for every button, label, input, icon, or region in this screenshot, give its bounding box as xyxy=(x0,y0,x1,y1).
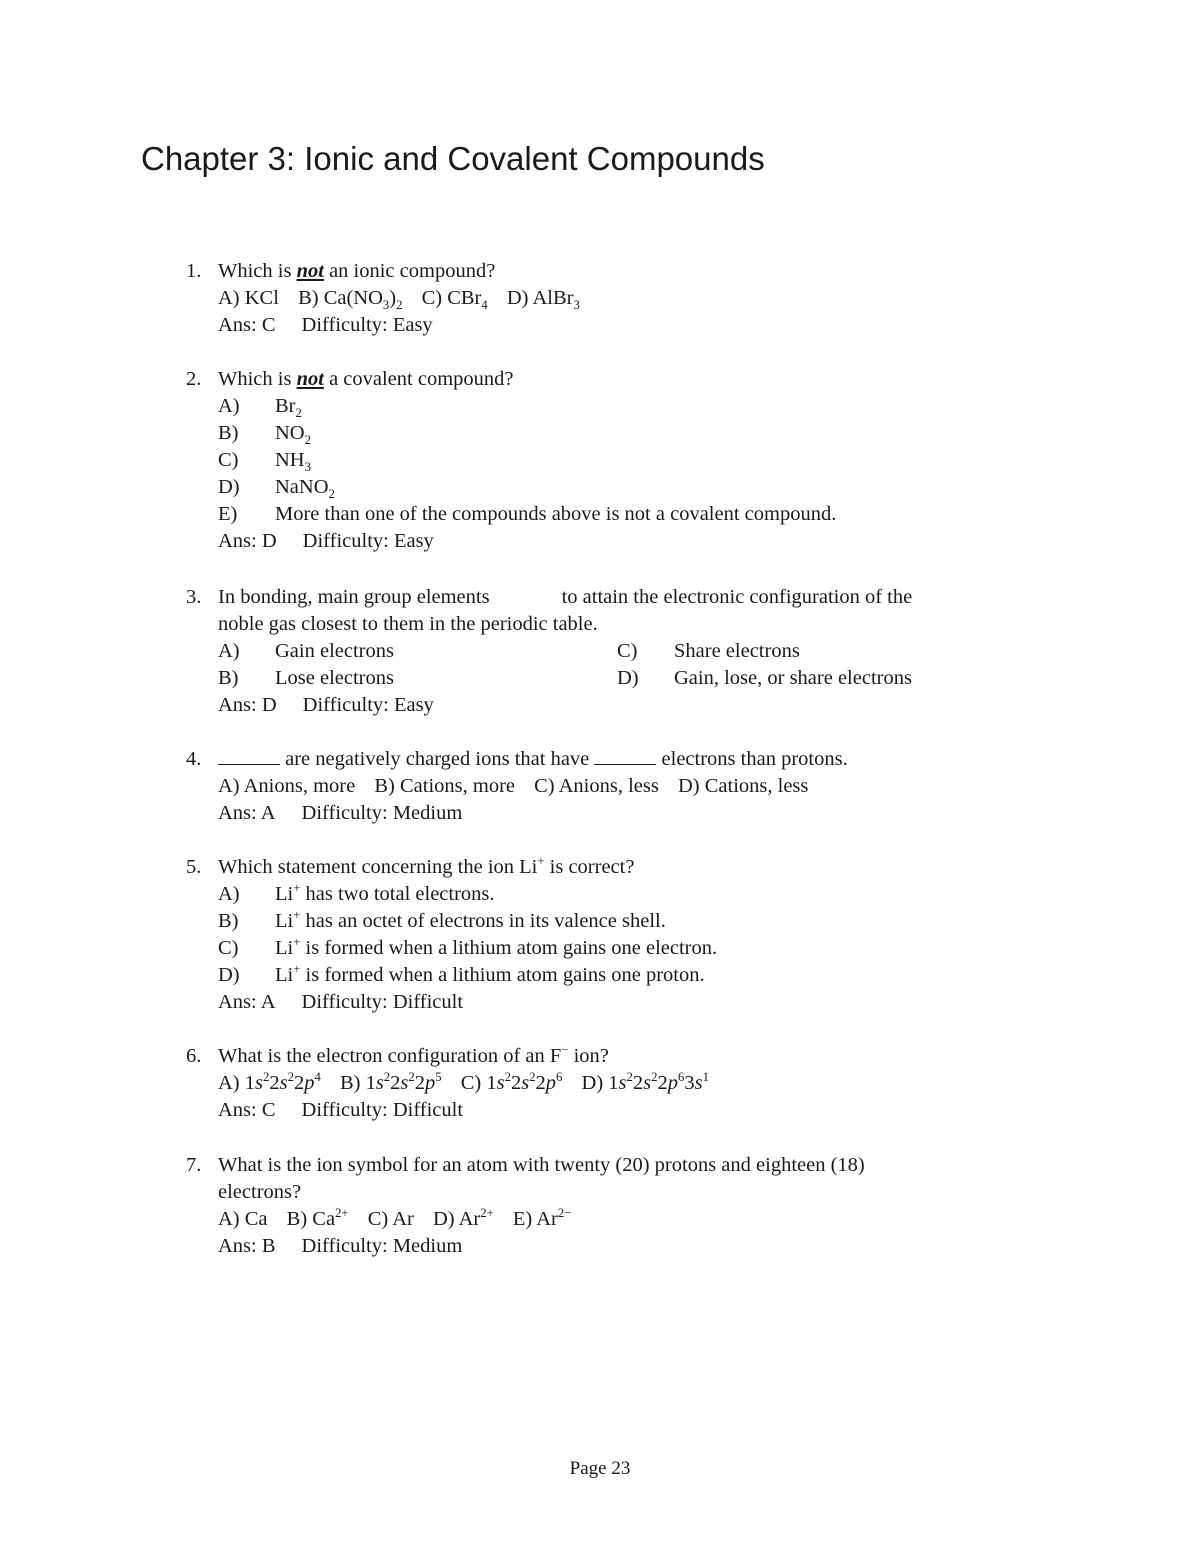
option-a: A) Ca xyxy=(218,1208,268,1230)
answer-line xyxy=(218,1097,1016,1124)
question-number: 4. xyxy=(186,748,202,770)
fill-in-blank xyxy=(594,746,656,765)
option-b: B) Cations, more xyxy=(374,775,515,797)
difficulty: Difficulty: Difficult xyxy=(301,1099,464,1121)
option-e: E) More than one of the compounds above is not a covalent compound. xyxy=(218,503,837,525)
option-c: C) Ar xyxy=(367,1208,414,1230)
answer-line xyxy=(218,1233,1016,1260)
answer-key: Ans: B xyxy=(218,1235,276,1257)
difficulty: Difficulty: Easy xyxy=(301,314,433,336)
question-5 xyxy=(186,854,1016,1016)
answer-line xyxy=(218,692,1016,719)
answer-options xyxy=(218,773,1016,800)
option-b: B) Lose electrons xyxy=(218,667,394,689)
question-number: 2. xyxy=(186,368,202,390)
question-stem-continued: noble gas closest to them in the periodic table. xyxy=(218,613,598,635)
option-c: C) $NH_3$ xyxy=(218,449,311,475)
option-b: B) $NO_2$ xyxy=(218,422,311,448)
question-2 xyxy=(186,366,1016,555)
answer-line xyxy=(218,989,1016,1016)
option-b: B) Li+ has an octet of electrons in its valence shell. xyxy=(218,908,666,932)
answer-key: Ans: A xyxy=(218,802,276,824)
option-e: E) $Ar^{2-}$ xyxy=(512,1206,572,1230)
emphasis-not: not xyxy=(296,260,324,282)
answer-line xyxy=(218,528,1016,555)
difficulty: Difficulty: Medium xyxy=(301,802,463,824)
page-number: Page 23 xyxy=(569,1458,631,1479)
option-d: D) Li+ is formed when a lithium atom gains one proton. xyxy=(218,962,705,986)
question-1 xyxy=(186,258,1016,339)
answer-options xyxy=(218,1206,1016,1233)
option-a: A) Li+ has two total electrons. xyxy=(218,881,495,905)
option-b: B) $1s^22s^22p^5$ xyxy=(339,1070,442,1094)
question-number: 1. xyxy=(186,260,202,282)
answer-options xyxy=(218,285,1016,312)
option-c: C) Anions, less xyxy=(534,775,659,797)
question-stem: Which is not an ionic compound? xyxy=(218,260,496,282)
question-stem: In bonding, main group elements to attain the electronic configuration of the xyxy=(218,586,913,608)
option-b: B) $Ca(NO_3)_2$ xyxy=(298,287,403,313)
question-number: 5. xyxy=(186,856,202,878)
answer-line xyxy=(218,800,1016,827)
question-number: 6. xyxy=(186,1045,202,1067)
option-c: C) $1s^22s^22p^6$ xyxy=(460,1070,563,1094)
difficulty: Difficulty: Difficult xyxy=(301,991,464,1013)
answer-options xyxy=(218,638,1016,692)
option-a: A) Gain electrons xyxy=(218,640,394,662)
question-stem: Which statement concerning the ion Li+ is correct? xyxy=(218,854,635,878)
option-a: A) $1s^22s^22p^4$ xyxy=(218,1070,321,1094)
question-4 xyxy=(186,746,1016,827)
question-stem: What is the electron configuration of an F− ion? xyxy=(218,1043,609,1067)
option-a: A) $Br_2$ xyxy=(218,395,302,421)
question-6 xyxy=(186,1043,1016,1124)
question-stem-continued: electrons? xyxy=(218,1181,302,1203)
option-a: A) KCl xyxy=(218,287,279,309)
option-d: D) AlBr$_3$ xyxy=(506,287,580,313)
difficulty: Difficulty: Easy xyxy=(302,530,434,552)
difficulty: Difficulty: Easy xyxy=(302,694,434,716)
difficulty: Difficulty: Medium xyxy=(301,1235,463,1257)
question-3 xyxy=(186,584,1016,719)
page-title: Chapter 3: Ionic and Covalent Compounds xyxy=(141,140,765,177)
answer-options xyxy=(218,1070,1016,1097)
question-number: 7. xyxy=(186,1154,202,1176)
option-c: C) CBr$_4$ xyxy=(421,287,488,313)
question-stem: Which is not a covalent compound? xyxy=(218,368,514,390)
fill-in-blank xyxy=(218,746,280,765)
option-c: C) Share electrons xyxy=(617,640,800,662)
answer-line xyxy=(218,312,1016,339)
question-stem: What is the ion symbol for an atom with twenty (20) protons and eighteen (18) xyxy=(218,1154,865,1176)
question-stem: are negatively charged ions that have electrons than protons. xyxy=(218,746,1016,773)
option-d: D) $Ar^{2+}$ xyxy=(432,1206,494,1230)
answer-key: Ans: C xyxy=(218,314,276,336)
question-7 xyxy=(186,1152,1016,1260)
answer-key: Ans: C xyxy=(218,1099,276,1121)
answer-key: Ans: D xyxy=(218,530,277,552)
option-d: D) NaNO$_2$ xyxy=(218,476,335,502)
option-c: C) Li+ is formed when a lithium atom gains one electron. xyxy=(218,935,718,959)
answer-key: Ans: D xyxy=(218,694,277,716)
answer-key: Ans: A xyxy=(218,991,276,1013)
option-d: D) $1s^22s^22p^63s^1$ xyxy=(581,1070,709,1094)
option-d: D) Gain, lose, or share electrons xyxy=(617,667,912,689)
emphasis-not: not xyxy=(296,368,324,390)
question-number: 3. xyxy=(186,586,202,608)
option-b: B) $Ca^{2+}$ xyxy=(286,1206,349,1230)
option-a: A) Anions, more xyxy=(218,775,356,797)
option-d: D) Cations, less xyxy=(677,775,809,797)
